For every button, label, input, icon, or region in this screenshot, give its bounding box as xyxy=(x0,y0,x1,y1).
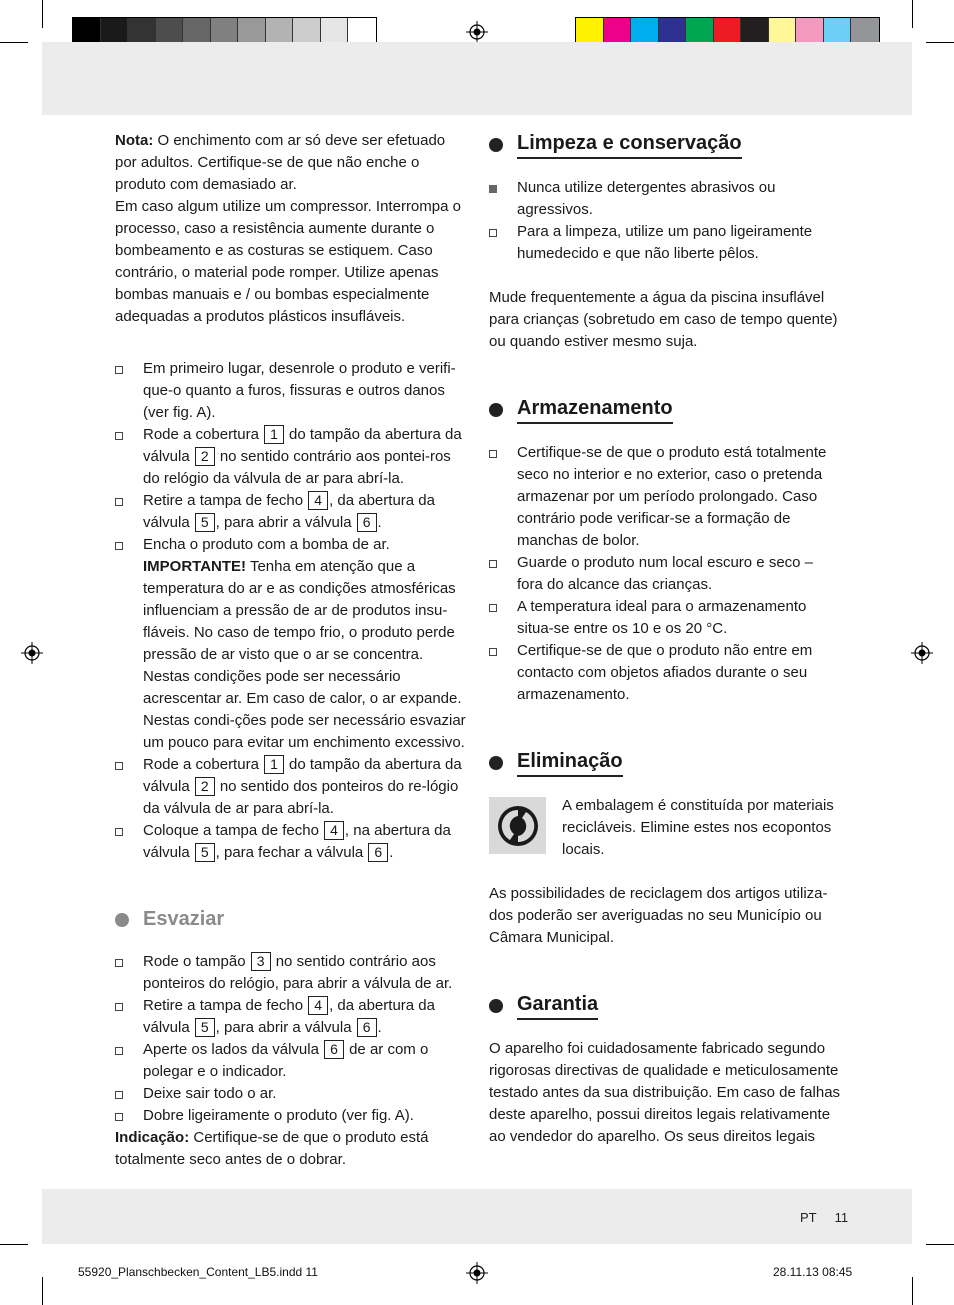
list-item: Em primeiro lugar, desenrole o produto e verifi-que-o quanto a furos, fissuras e outros danos (ver fig. A). xyxy=(115,358,467,424)
list-item: Deixe sair todo o ar. xyxy=(115,1083,467,1105)
checkbox-bullet-icon xyxy=(115,1047,123,1055)
part-ref: 5 xyxy=(195,513,215,532)
eliminacao-heading: Eliminação xyxy=(489,748,841,777)
left-column xyxy=(115,130,467,1171)
compressor-paragraph: Em caso algum utilize um compressor. Interrompa o processo, caso a resistência aumente durante o bombeamento e as costuras se estiquem. Caso contrário, o material pode romper. Utilize apenas bombas manuais e / ou bombas especialmente adequadas a produtos plásticos insufláveis. xyxy=(115,198,461,325)
slug-file: 55920_Planschbecken_Content_LB5.indd 11 xyxy=(78,1265,318,1279)
indicacao-label: Indicação: xyxy=(115,1129,190,1146)
language-code: PT xyxy=(800,1210,817,1225)
nota-label: Nota: xyxy=(115,132,154,149)
checkbox-bullet-icon xyxy=(115,432,123,440)
list-item: Coloque a tampa de fecho 4 , na abertura da válvula 5 , para fechar a válvula 6 . xyxy=(115,820,467,864)
crop-mark xyxy=(912,1277,913,1305)
crop-mark xyxy=(42,0,43,28)
part-ref: 6 xyxy=(357,1018,377,1037)
part-ref: 6 xyxy=(324,1040,344,1059)
part-ref: 6 xyxy=(357,513,377,532)
section-bullet-icon xyxy=(489,138,503,152)
checkbox-bullet-icon xyxy=(115,762,123,770)
page-index: 11 xyxy=(834,1210,849,1225)
checkbox-bullet-icon xyxy=(489,560,497,568)
esvaziar-heading: Esvaziar xyxy=(115,906,467,933)
crop-mark xyxy=(926,42,954,43)
header-band xyxy=(42,42,912,115)
crop-mark xyxy=(42,1277,43,1305)
checkbox-bullet-icon xyxy=(115,498,123,506)
green-dot-recycling-icon xyxy=(489,797,546,854)
registration-mark-icon xyxy=(466,1262,488,1284)
list-item: Certifique-se de que o produto não entre em contacto com objetos afiados durante o seu armazenamento. xyxy=(489,640,841,706)
list-item: Encha o produto com a bomba de ar. IMPORTANTE! Tenha em atenção que a temperatura do ar e as condições atmosféricas influenciam a pressão de ar de produtos insu-fláveis. No caso de tempo frio, o produto perde pressão de ar visto que o ar se concentra. Nestas condições pode ser necessário acrescentar ar. Em caso de calor, o ar expande. Nestas condi-ções pode ser necessário esvaziar um pouco para evitar um enchimento excessivo. xyxy=(115,534,467,754)
indicacao-paragraph: Indicação: Certifique-se de que o produto está totalmente seco antes de o dobrar. xyxy=(115,1129,429,1168)
inflate-steps-list xyxy=(115,358,467,864)
checkbox-bullet-icon xyxy=(115,1091,123,1099)
deflate-steps-list xyxy=(115,951,467,1127)
list-item: Para a limpeza, utilize um pano ligeiramente humedecido e que não liberte pêlos. xyxy=(489,221,841,265)
part-ref: 4 xyxy=(324,821,344,840)
page-number xyxy=(800,1210,848,1225)
eliminacao-paragraph: As possibilidades de reciclagem dos artigos utiliza-dos poderão ser averiguadas no seu Município ou Câmara Municipal. xyxy=(489,885,828,946)
checkbox-bullet-icon xyxy=(489,604,497,612)
registration-mark-icon xyxy=(911,642,933,664)
slug-date: 28.11.13 08:45 xyxy=(773,1265,853,1279)
checkbox-bullet-icon xyxy=(115,959,123,967)
part-ref: 1 xyxy=(264,425,284,444)
crop-mark xyxy=(912,0,913,28)
eco-text: A embalagem é constituída por materiais recicláveis. Elimine estes nos ecopontos locais. xyxy=(562,797,834,858)
nota-text: O enchimento com ar só deve ser efetuado por adultos. Certifique-se de que não enche o produto com demasiado ar. xyxy=(115,132,446,193)
checkbox-bullet-icon xyxy=(489,450,497,458)
list-item: Rode o tampão 3 no sentido contrário aos ponteiros do relógio, para abrir a válvula de ar. xyxy=(115,951,467,995)
section-bullet-icon xyxy=(489,756,503,770)
checkbox-bullet-icon xyxy=(489,648,497,656)
list-item: Retire a tampa de fecho 4 , da abertura da válvula 5 , para abrir a válvula 6 . xyxy=(115,995,467,1039)
part-ref: 6 xyxy=(368,843,388,862)
crop-mark xyxy=(0,1244,28,1245)
list-item: Retire a tampa de fecho 4 , da abertura da válvula 5 , para abrir a válvula 6 . xyxy=(115,490,467,534)
armazenamento-heading: Armazenamento xyxy=(489,395,841,424)
registration-mark-icon xyxy=(466,21,488,43)
part-ref: 1 xyxy=(264,755,284,774)
part-ref: 2 xyxy=(195,777,215,796)
list-item: Rode a cobertura 1 do tampão da abertura da válvula 2 no sentido dos ponteiros do re-lógio da válvula de ar para abrí-la. xyxy=(115,754,467,820)
limpeza-list xyxy=(489,177,841,265)
section-bullet-icon xyxy=(489,999,503,1013)
limpeza-paragraph: Mude frequentemente a água da piscina insuflável para crianças (sobretudo em caso de tempo quente) ou quando estiver mesmo suja. xyxy=(489,289,838,350)
part-ref: 5 xyxy=(195,1018,215,1037)
armazenamento-list xyxy=(489,442,841,706)
part-ref: 4 xyxy=(308,491,328,510)
checkbox-bullet-icon xyxy=(115,366,123,374)
part-ref: 3 xyxy=(251,952,271,971)
list-item: A temperatura ideal para o armazenamento situa-se entre os 10 e os 20 °C. xyxy=(489,596,841,640)
list-item: Certifique-se de que o produto está totalmente seco no interior e no exterior, caso o pretenda armazenar por um período prolongado. Caso contrário pode verificar-se a formação de manchas de bolor. xyxy=(489,442,841,552)
eco-notice xyxy=(489,795,841,861)
crop-mark xyxy=(926,1244,954,1245)
right-column xyxy=(489,130,841,1148)
part-ref: 2 xyxy=(195,447,215,466)
crop-mark xyxy=(0,42,28,43)
list-item: Rode a cobertura 1 do tampão da abertura da válvula 2 no sentido contrário aos pontei-ros do relógio da válvula de ar para abrí-la. xyxy=(115,424,467,490)
registration-mark-icon xyxy=(21,642,43,664)
part-ref: 5 xyxy=(195,843,215,862)
section-bullet-icon xyxy=(489,403,503,417)
filled-square-bullet-icon xyxy=(489,185,497,193)
checkbox-bullet-icon xyxy=(489,229,497,237)
checkbox-bullet-icon xyxy=(115,1003,123,1011)
list-item: Nunca utilize detergentes abrasivos ou agressivos. xyxy=(489,177,841,221)
important-label: IMPORTANTE! xyxy=(143,558,247,575)
nota-paragraph xyxy=(115,130,467,196)
checkbox-bullet-icon xyxy=(115,1113,123,1121)
list-item: Guarde o produto num local escuro e seco – fora do alcance das crianças. xyxy=(489,552,841,596)
section-bullet-icon xyxy=(115,913,129,927)
garantia-heading: Garantia xyxy=(489,991,841,1020)
checkbox-bullet-icon xyxy=(115,828,123,836)
list-item: Aperte os lados da válvula 6 de ar com o polegar e o indicador. xyxy=(115,1039,467,1083)
part-ref: 4 xyxy=(308,996,328,1015)
checkbox-bullet-icon xyxy=(115,542,123,550)
list-item: Dobre ligeiramente o produto (ver fig. A). xyxy=(115,1105,467,1127)
garantia-paragraph: O aparelho foi cuidadosamente fabricado segundo rigorosas directivas de qualidade e meticulosamente testado antes da sua distribuição. Em caso de falhas deste aparelho, possui direitos legais relativamente ao vendedor do aparelho. Os seus direitos legais xyxy=(489,1040,841,1145)
limpeza-heading: Limpeza e conservação xyxy=(489,130,841,159)
footer-band xyxy=(42,1189,912,1244)
